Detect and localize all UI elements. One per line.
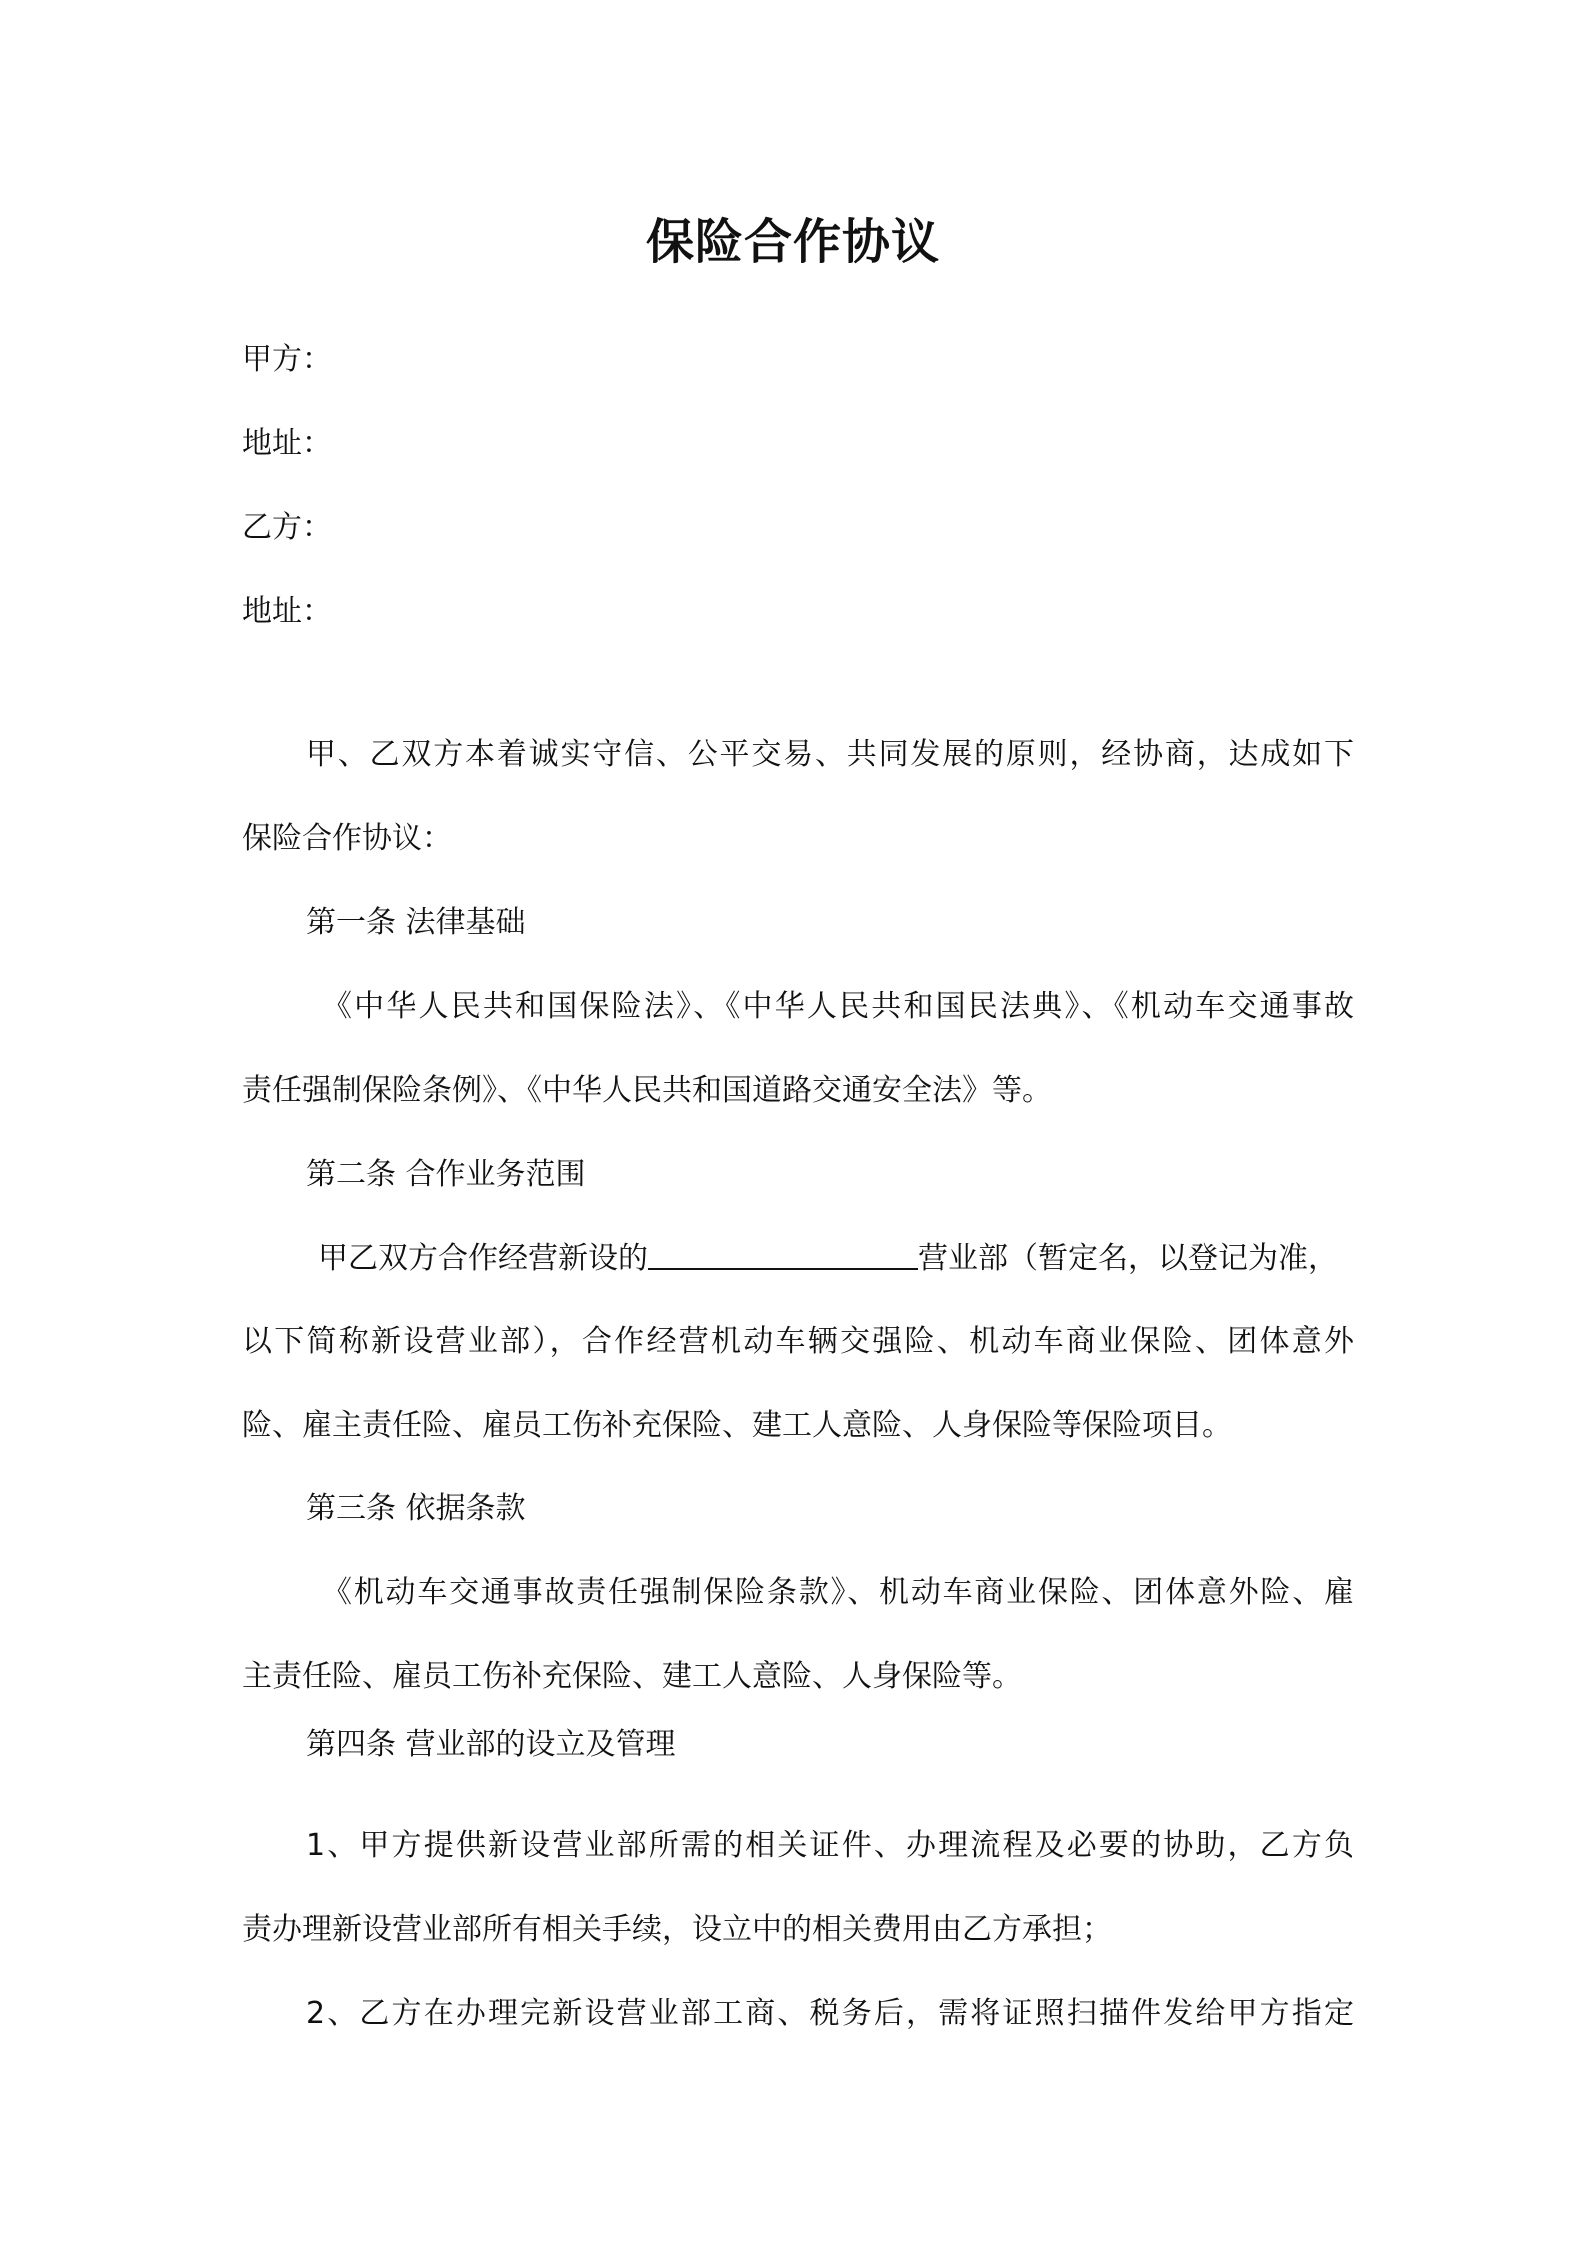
party-a-address-label: 地址： bbox=[242, 426, 332, 461]
article-2-line-1-end: 营业部（暂定名，以登记为准， bbox=[918, 1241, 1338, 1276]
name-blank-field bbox=[648, 1238, 918, 1270]
article-4-item-1-line-1: 1、甲方提供新设营业部所需的相关证件、办理流程及必要的协助，乙方负 bbox=[306, 1828, 1354, 1863]
party-b-address-label: 地址： bbox=[242, 594, 332, 629]
article-1-heading: 第一条 法律基础 bbox=[306, 905, 526, 940]
article-4-item-2-line-1: 2、乙方在办理完新设营业部工商、税务后，需将证照扫描件发给甲方指定 bbox=[306, 1996, 1354, 2031]
article-3-line-2: 主责任险、雇员工伤补充保险、建工人意险、人身保险等。 bbox=[242, 1659, 1022, 1694]
party-b-label: 乙方： bbox=[242, 510, 332, 545]
preamble-line-2: 保险合作协议： bbox=[242, 821, 452, 856]
preamble-line-1: 甲、乙双方本着诚实守信、公平交易、共同发展的原则，经协商，达成如下 bbox=[306, 737, 1354, 772]
article-4-heading: 第四条 营业部的设立及管理 bbox=[306, 1727, 676, 1762]
article-4-item-1-line-2: 责办理新设营业部所有相关手续，设立中的相关费用由乙方承担； bbox=[242, 1912, 1112, 1947]
party-a-label: 甲方： bbox=[242, 342, 332, 377]
document-title: 保险合作协议 bbox=[645, 214, 940, 270]
article-3-line-1: 《机动车交通事故责任强制保险条款》、机动车商业保险、团体意外险、雇 bbox=[322, 1575, 1354, 1610]
article-2-line-3: 险、雇主责任险、雇员工伤补充保险、建工人意险、人身保险等保险项目。 bbox=[242, 1408, 1232, 1443]
article-2-heading: 第二条 合作业务范围 bbox=[306, 1157, 586, 1192]
article-2-line-1-start: 甲乙双方合作经营新设的 bbox=[318, 1241, 648, 1276]
article-1-line-1: 《中华人民共和国保险法》、《中华人民共和国民法典》、《机动车交通事故 bbox=[322, 989, 1354, 1024]
article-2-line-2: 以下简称新设营业部），合作经营机动车辆交强险、机动车商业保险、团体意外 bbox=[242, 1324, 1354, 1359]
article-3-heading: 第三条 依据条款 bbox=[306, 1491, 526, 1526]
article-2-line-1 bbox=[318, 1238, 1338, 1279]
article-1-line-2: 责任强制保险条例》、《中华人民共和国道路交通安全法》等。 bbox=[242, 1073, 1052, 1108]
